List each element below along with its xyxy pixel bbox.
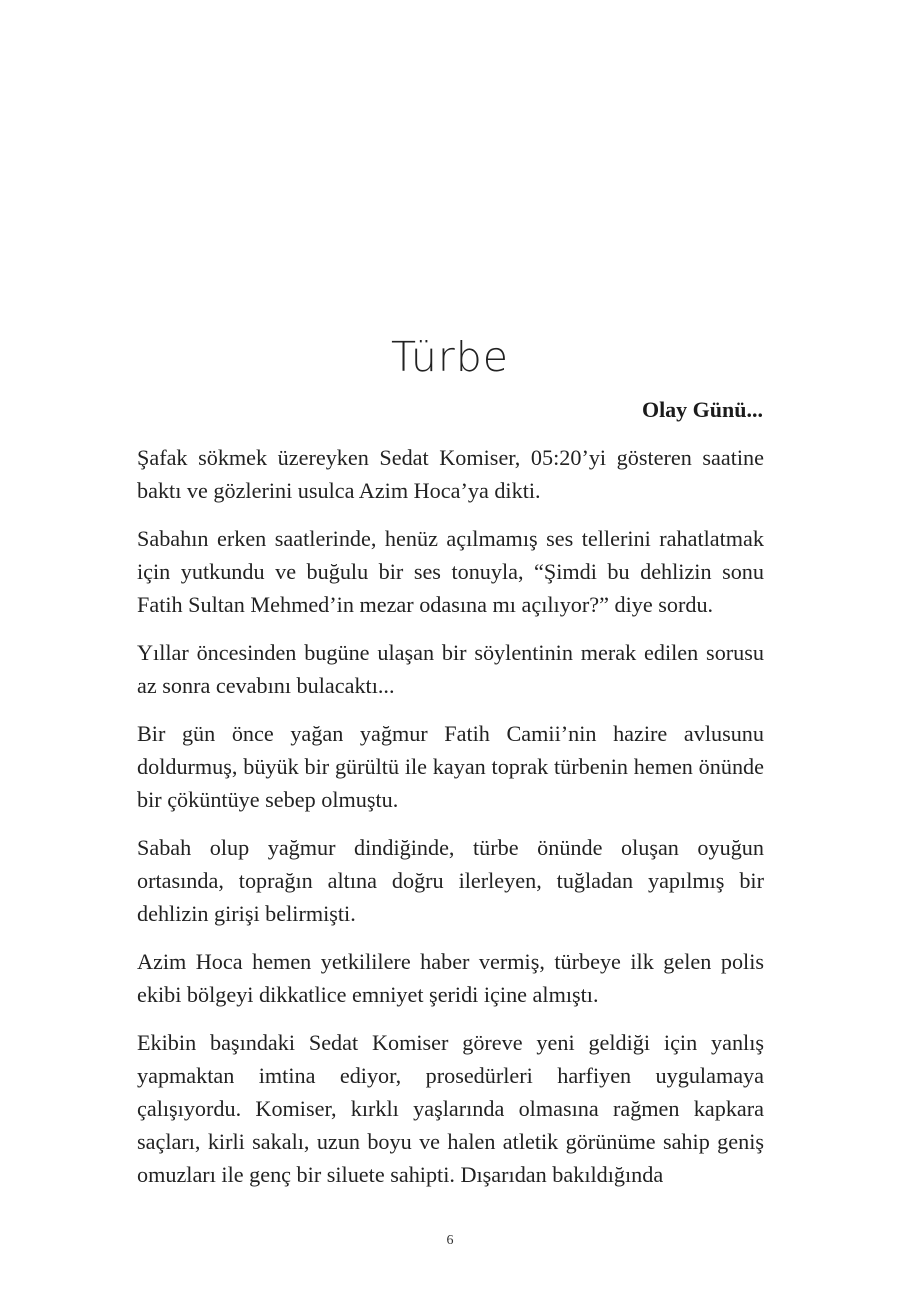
paragraph: Azim Hoca hemen yetkililere haber vermiş, türbeye ilk gelen polis ekibi bölgeyi dikkatlice emniyet şeridi içine almıştı.	[137, 949, 764, 1007]
paragraph: Sabah olup yağmur dindiğinde, türbe önünde oluşan oyuğun ortasında, toprağın altına doğru ilerleyen, tuğladan yapılmış bir dehlizin girişi belirmişti.	[137, 835, 764, 926]
body-text	[137, 441, 764, 1206]
page-number: 6	[446, 1233, 454, 1248]
paragraph: Bir gün önce yağan yağmur Fatih Camii’nin hazire avlusunu doldurmuş, büyük bir gürültü ile kayan toprak türbenin hemen önünde bir çöküntüye sebep olmuştu.	[137, 721, 764, 812]
paragraph: Şafak sökmek üzereyken Sedat Komiser, 05:20’yi gösteren saatine baktı ve gözlerini usulca Azim Hoca’ya dikti.	[137, 445, 764, 503]
paragraph: Sabahın erken saatlerinde, henüz açılmamış ses tellerini rahatlatmak için yutkundu ve buğulu bir ses tonuyla, “Şimdi bu dehlizin sonu Fatih Sultan Mehmed’in mezar odasına mı açılıyor?” diye sordu.	[137, 526, 764, 617]
section-label: Olay Günü...	[641, 397, 763, 422]
chapter-title: Türbe	[391, 333, 509, 382]
paragraph: Yıllar öncesinden bugüne ulaşan bir söylentinin merak edilen sorusu az sonra cevabını bulacaktı...	[137, 640, 764, 698]
paragraph: Ekibin başındaki Sedat Komiser göreve yeni geldiği için yanlış yapmaktan imtina ediyor, prosedürleri harfiyen uygulamaya çalışıyordu. Komiser, kırklı yaşlarında olmasına rağmen kapkara saçları, kirli sakalı, uzun boyu ve halen atletik görünüme sahip geniş omuzları ile genç bir siluete sahipti. Dışarıdan bakıldığında	[137, 1030, 764, 1187]
